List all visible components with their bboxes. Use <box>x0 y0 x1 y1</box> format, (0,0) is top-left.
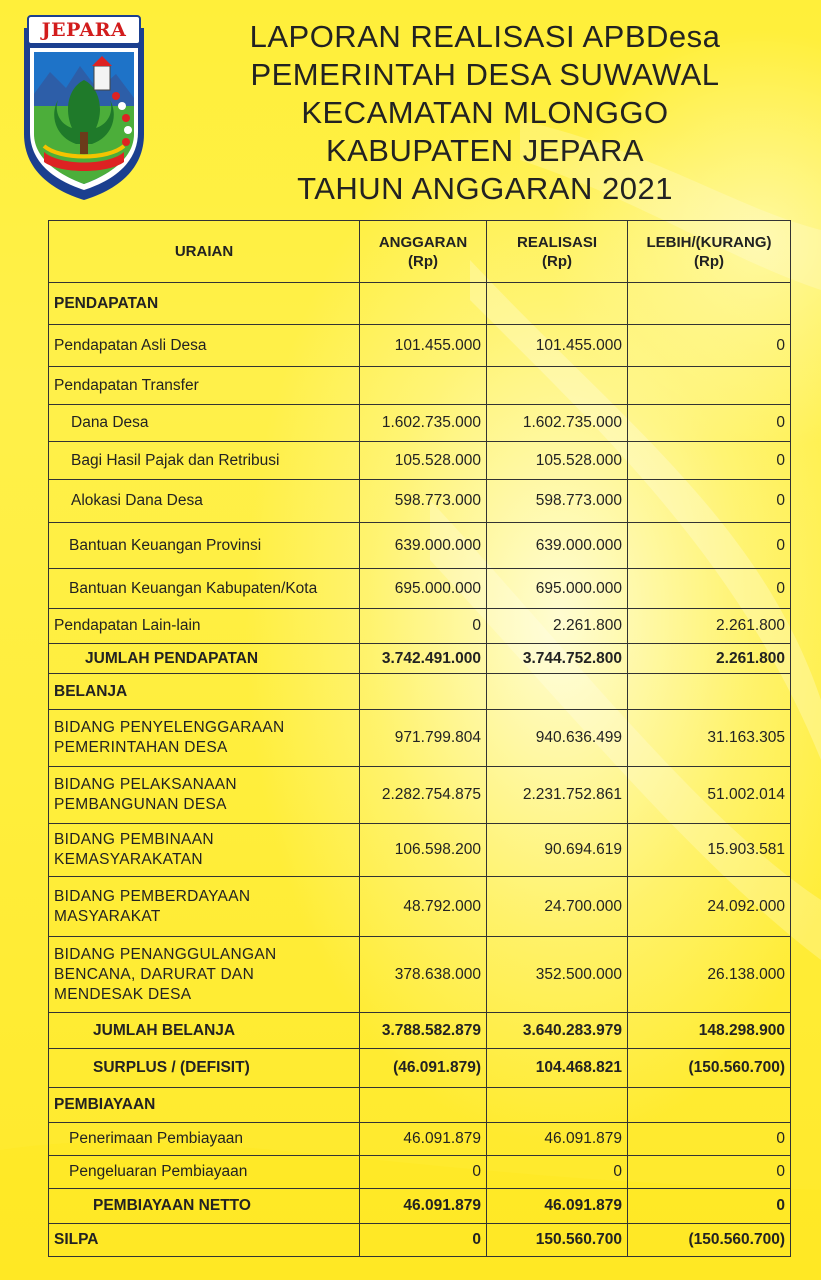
cell-anggaran: 695.000.000 <box>360 569 487 609</box>
cell-selisih <box>628 1088 791 1123</box>
cell-uraian: SURPLUS / (DEFISIT) <box>49 1049 360 1088</box>
cell-realisasi: 46.091.879 <box>487 1189 628 1224</box>
header-selisih: LEBIH/(KURANG) (Rp) <box>628 221 791 283</box>
cell-realisasi: 46.091.879 <box>487 1123 628 1156</box>
cell-anggaran: 2.282.754.875 <box>360 767 487 824</box>
cell-realisasi: 940.636.499 <box>487 710 628 767</box>
cell-anggaran <box>360 367 487 405</box>
cell-anggaran: 106.598.200 <box>360 824 487 877</box>
table-row <box>49 710 791 767</box>
table-row <box>49 569 791 609</box>
cell-selisih: 51.002.014 <box>628 767 791 824</box>
cell-selisih: 0 <box>628 523 791 569</box>
cell-realisasi: 598.773.000 <box>487 480 628 523</box>
cell-realisasi: 105.528.000 <box>487 442 628 480</box>
cell-realisasi: 150.560.700 <box>487 1224 628 1257</box>
title-line: KECAMATAN MLONGGO <box>301 95 669 130</box>
title-line: TAHUN ANGGARAN 2021 <box>297 171 673 206</box>
table-row <box>49 1123 791 1156</box>
title-line: LAPORAN REALISASI APBDesa <box>249 19 721 54</box>
cell-selisih: 26.138.000 <box>628 937 791 1013</box>
cell-uraian: Pendapatan Transfer <box>49 367 360 405</box>
table-row <box>49 877 791 937</box>
cell-uraian: JUMLAH BELANJA <box>49 1013 360 1049</box>
table-row <box>49 767 791 824</box>
cell-uraian: BIDANG PELAKSANAAN PEMBANGUNAN DESA <box>49 767 360 824</box>
table-header-row <box>49 221 791 283</box>
cell-realisasi: 0 <box>487 1156 628 1189</box>
cell-uraian: BIDANG PENANGGULANGAN BENCANA, DARURAT DAN MENDESAK DESA <box>49 937 360 1013</box>
cell-anggaran: 3.788.582.879 <box>360 1013 487 1049</box>
table-row <box>49 1013 791 1049</box>
cell-uraian: Penerimaan Pembiayaan <box>49 1123 360 1156</box>
table-row <box>49 1049 791 1088</box>
cell-selisih: 0 <box>628 325 791 367</box>
cell-selisih: (150.560.700) <box>628 1224 791 1257</box>
cell-anggaran: 3.742.491.000 <box>360 644 487 674</box>
header-uraian: URAIAN <box>49 221 360 283</box>
cell-uraian: PEMBIAYAAN NETTO <box>49 1189 360 1224</box>
table-row <box>49 283 791 325</box>
cell-selisih: 0 <box>628 1189 791 1224</box>
table-row <box>49 480 791 523</box>
table-row <box>49 937 791 1013</box>
cell-uraian: BIDANG PEMBINAAN KEMASYARAKATAN <box>49 824 360 877</box>
table-row <box>49 824 791 877</box>
cell-selisih: 0 <box>628 480 791 523</box>
cell-realisasi: 639.000.000 <box>487 523 628 569</box>
cell-realisasi: 24.700.000 <box>487 877 628 937</box>
cell-anggaran: 378.638.000 <box>360 937 487 1013</box>
table-row <box>49 1224 791 1257</box>
realization-table <box>48 220 791 1257</box>
cell-realisasi: 2.231.752.861 <box>487 767 628 824</box>
cell-anggaran: 46.091.879 <box>360 1123 487 1156</box>
table-row <box>49 644 791 674</box>
header-anggaran: ANGGARAN (Rp) <box>360 221 487 283</box>
cell-selisih: 148.298.900 <box>628 1013 791 1049</box>
table-row <box>49 367 791 405</box>
cell-uraian: Pendapatan Lain-lain <box>49 609 360 644</box>
cell-selisih: 24.092.000 <box>628 877 791 937</box>
cell-uraian: Pendapatan Asli Desa <box>49 325 360 367</box>
title-line: KABUPATEN JEPARA <box>325 133 645 168</box>
cell-selisih: 0 <box>628 442 791 480</box>
cell-realisasi: 352.500.000 <box>487 937 628 1013</box>
cell-realisasi <box>487 283 628 325</box>
cell-selisih <box>628 674 791 710</box>
table-row <box>49 523 791 569</box>
cell-anggaran: 46.091.879 <box>360 1189 487 1224</box>
page-title <box>160 18 810 208</box>
cell-selisih: 15.903.581 <box>628 824 791 877</box>
cell-uraian: SILPA <box>49 1224 360 1257</box>
cell-anggaran <box>360 674 487 710</box>
cell-selisih: 2.261.800 <box>628 644 791 674</box>
cell-anggaran: (46.091.879) <box>360 1049 487 1088</box>
cell-anggaran: 971.799.804 <box>360 710 487 767</box>
cell-anggaran: 48.792.000 <box>360 877 487 937</box>
table-row <box>49 1088 791 1123</box>
cell-uraian: Bantuan Keuangan Kabupaten/Kota <box>49 569 360 609</box>
cell-anggaran: 0 <box>360 1224 487 1257</box>
cell-uraian: Pengeluaran Pembiayaan <box>49 1156 360 1189</box>
table-row <box>49 609 791 644</box>
cell-selisih: 31.163.305 <box>628 710 791 767</box>
table-row <box>49 325 791 367</box>
cell-selisih: 0 <box>628 569 791 609</box>
cell-anggaran: 105.528.000 <box>360 442 487 480</box>
logo-text: JEPARA <box>41 19 127 41</box>
table-row <box>49 1156 791 1189</box>
cell-uraian: Dana Desa <box>49 405 360 442</box>
cell-realisasi: 3.640.283.979 <box>487 1013 628 1049</box>
cell-uraian: Bantuan Keuangan Provinsi <box>49 523 360 569</box>
cell-selisih: (150.560.700) <box>628 1049 791 1088</box>
cell-anggaran: 598.773.000 <box>360 480 487 523</box>
table-row <box>49 674 791 710</box>
cell-realisasi: 90.694.619 <box>487 824 628 877</box>
cell-uraian: Bagi Hasil Pajak dan Retribusi <box>49 442 360 480</box>
title-line: PEMERINTAH DESA SUWAWAL <box>250 57 720 92</box>
cell-realisasi: 101.455.000 <box>487 325 628 367</box>
cell-selisih: 0 <box>628 405 791 442</box>
cell-selisih: 0 <box>628 1123 791 1156</box>
cell-selisih: 2.261.800 <box>628 609 791 644</box>
cell-anggaran: 1.602.735.000 <box>360 405 487 442</box>
cell-uraian: Alokasi Dana Desa <box>49 480 360 523</box>
cell-anggaran: 639.000.000 <box>360 523 487 569</box>
cell-realisasi <box>487 674 628 710</box>
table-row <box>49 442 791 480</box>
cell-realisasi: 695.000.000 <box>487 569 628 609</box>
table-row <box>49 1189 791 1224</box>
cell-anggaran: 0 <box>360 1156 487 1189</box>
cell-uraian: PEMBIAYAAN <box>49 1088 360 1123</box>
cell-realisasi <box>487 367 628 405</box>
cell-uraian: BELANJA <box>49 674 360 710</box>
cell-realisasi: 104.468.821 <box>487 1049 628 1088</box>
cell-uraian: BIDANG PEMBERDAYAAN MASYARAKAT <box>49 877 360 937</box>
cell-uraian: JUMLAH PENDAPATAN <box>49 644 360 674</box>
jepara-emblem <box>20 14 148 202</box>
cell-realisasi <box>487 1088 628 1123</box>
cell-selisih <box>628 283 791 325</box>
cell-anggaran: 0 <box>360 609 487 644</box>
cell-anggaran <box>360 1088 487 1123</box>
cell-realisasi: 1.602.735.000 <box>487 405 628 442</box>
cell-realisasi: 2.261.800 <box>487 609 628 644</box>
cell-selisih: 0 <box>628 1156 791 1189</box>
cell-anggaran <box>360 283 487 325</box>
cell-anggaran: 101.455.000 <box>360 325 487 367</box>
cell-selisih <box>628 367 791 405</box>
table-row <box>49 405 791 442</box>
cell-uraian: PENDAPATAN <box>49 283 360 325</box>
cell-realisasi: 3.744.752.800 <box>487 644 628 674</box>
header-realisasi: REALISASI (Rp) <box>487 221 628 283</box>
cell-uraian: BIDANG PENYELENGGARAAN PEMERINTAHAN DESA <box>49 710 360 767</box>
